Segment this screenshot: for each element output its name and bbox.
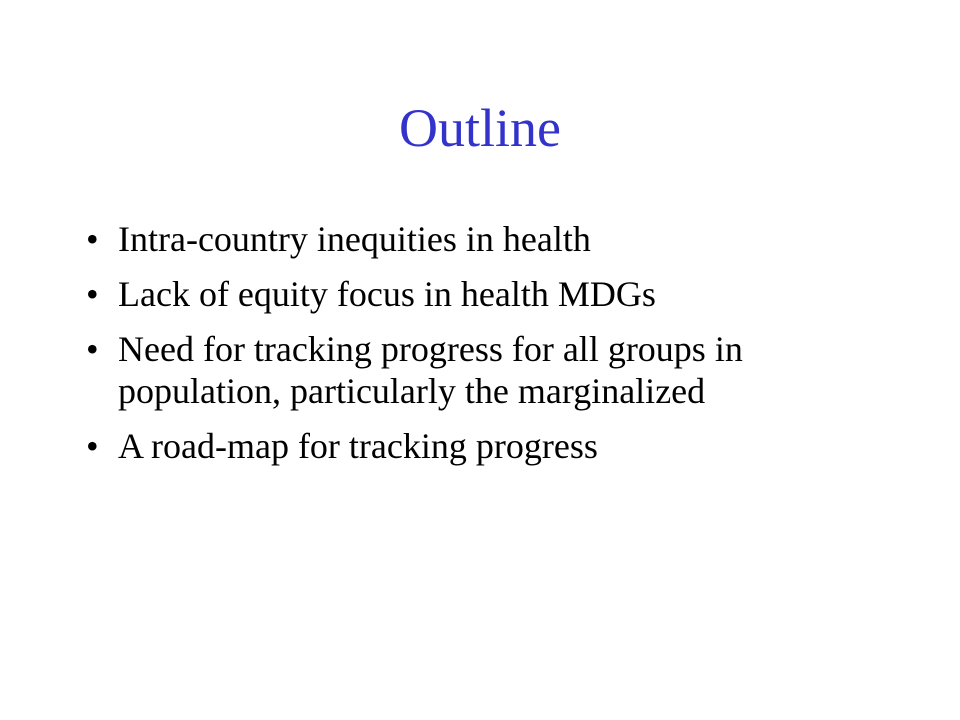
bullet-text-2: Lack of equity focus in health MDGs xyxy=(118,274,656,314)
bullet-text-3: Need for tracking progress for all groups in population, particularly the marginalized xyxy=(118,329,743,411)
bullet-dot-icon: • xyxy=(86,329,99,369)
bullet-dot-icon: • xyxy=(86,426,99,466)
bullet-item-3 xyxy=(86,328,886,412)
bullet-text-4: A road-map for tracking progress xyxy=(118,426,598,466)
bullet-item-2 xyxy=(86,273,886,315)
bullet-item-1 xyxy=(86,218,886,260)
bullet-dot-icon: • xyxy=(86,274,99,314)
bullet-list xyxy=(86,218,886,480)
bullet-text-1: Intra-country inequities in health xyxy=(118,219,591,259)
slide-title: Outline xyxy=(399,98,561,158)
bullet-item-4 xyxy=(86,425,886,467)
bullet-dot-icon: • xyxy=(86,219,99,259)
